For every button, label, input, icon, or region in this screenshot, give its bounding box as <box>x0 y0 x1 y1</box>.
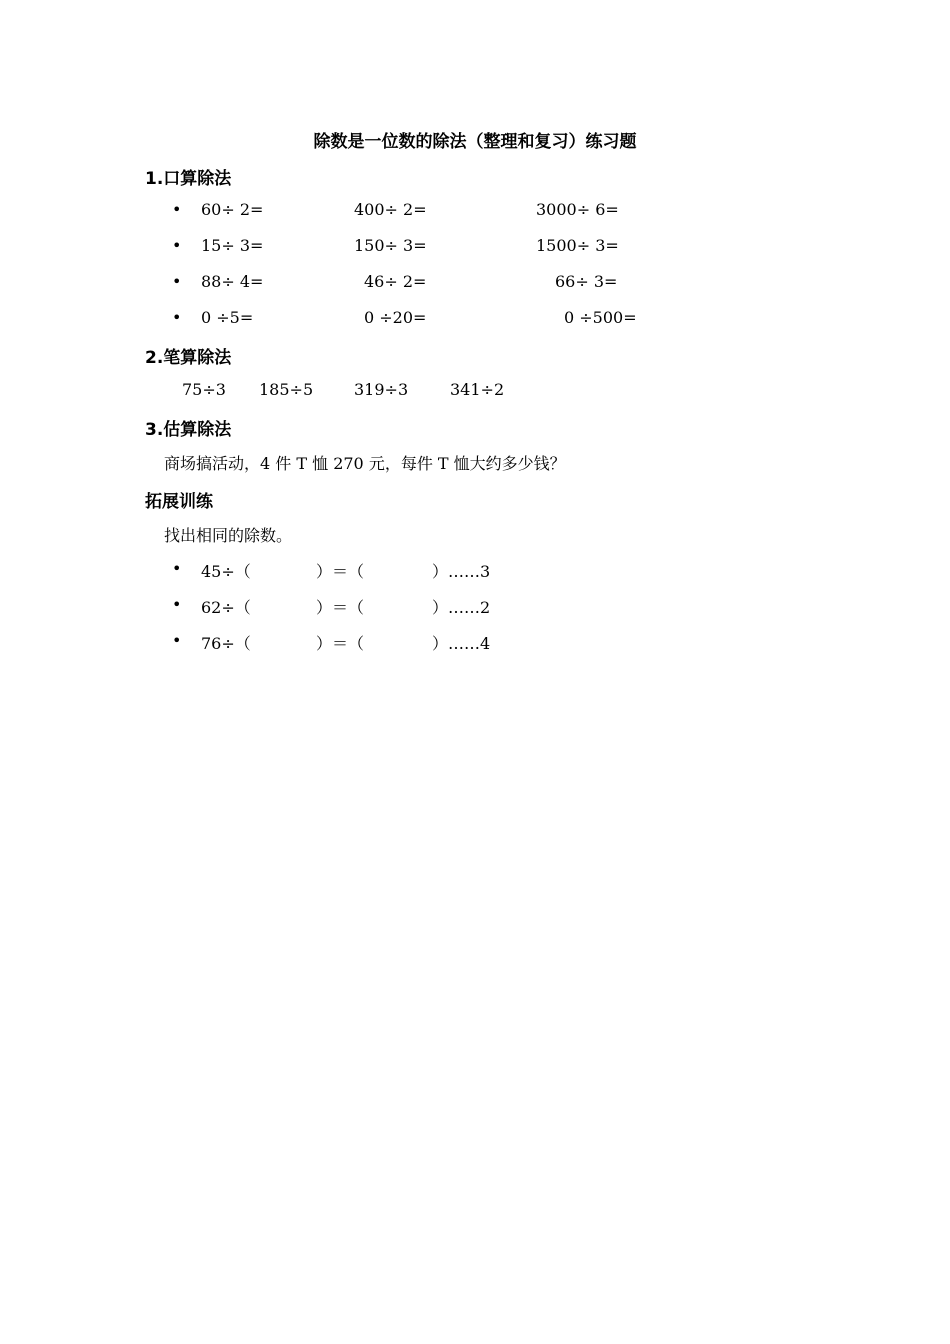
section-heading-mental-division: 1.口算除法 <box>145 169 232 189</box>
written-problem: 185÷5 <box>259 380 314 399</box>
problem-cell: 66÷ 3= <box>555 272 618 291</box>
problem-cell: 400÷ 2= <box>354 200 427 219</box>
written-problem: 341÷2 <box>450 380 505 399</box>
extension-equals: ）＝（ <box>316 598 365 617</box>
problem-cell: 150÷ 3= <box>354 236 427 255</box>
extension-dividend: 45÷（ <box>201 562 251 581</box>
bullet-icon: • <box>172 236 182 255</box>
extension-dividend: 62÷（ <box>201 598 251 617</box>
extension-equals: ）＝（ <box>316 562 365 581</box>
bullet-icon: • <box>172 308 182 327</box>
extension-equals: ）＝（ <box>316 634 365 653</box>
extension-remainder: ）……4 <box>432 634 491 653</box>
problem-cell: 88÷ 4= <box>201 272 264 291</box>
written-problem: 75÷3 <box>182 380 226 399</box>
extension-remainder: ）……3 <box>432 562 491 581</box>
extension-dividend: 76÷（ <box>201 634 251 653</box>
bullet-icon: • <box>172 595 182 614</box>
problem-cell: 46÷ 2= <box>364 272 427 291</box>
problem-cell: 0 ÷20= <box>364 308 427 327</box>
problem-cell: 3000÷ 6= <box>536 200 619 219</box>
problem-cell: 60÷ 2= <box>201 200 264 219</box>
problem-cell: 1500÷ 3= <box>536 236 619 255</box>
bullet-icon: • <box>172 272 182 291</box>
problem-cell: 0 ÷5= <box>201 308 254 327</box>
bullet-icon: • <box>172 200 182 219</box>
section-heading-written-division: 2.笔算除法 <box>145 348 232 368</box>
problem-cell: 0 ÷500= <box>564 308 637 327</box>
extension-instruction: 找出相同的除数。 <box>164 526 293 545</box>
bullet-icon: • <box>172 559 182 578</box>
page-title: 除数是一位数的除法（整理和复习）练习题 <box>313 132 637 152</box>
estimation-question: 商场搞活动，4 件 T 恤 270 元，每件 T 恤大约多少钱？ <box>164 454 566 473</box>
written-problem: 319÷3 <box>354 380 409 399</box>
section-heading-extension: 拓展训练 <box>145 492 213 512</box>
section-heading-estimation: 3.估算除法 <box>145 420 232 440</box>
bullet-icon: • <box>172 631 182 650</box>
problem-cell: 15÷ 3= <box>201 236 264 255</box>
extension-remainder: ）……2 <box>432 598 491 617</box>
